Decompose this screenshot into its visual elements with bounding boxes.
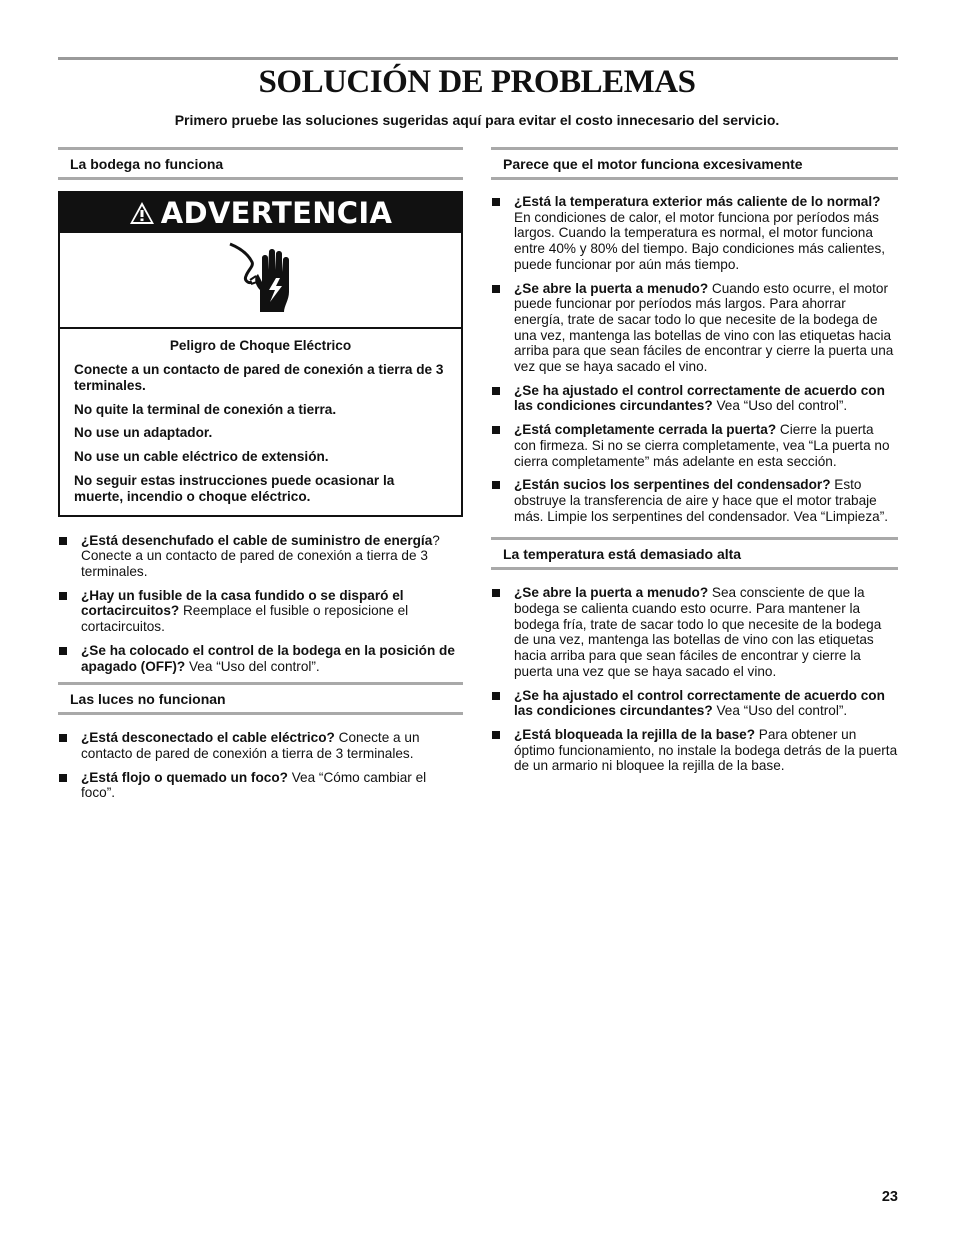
item-question: ¿Se ha colocado el control de la bodega en la posición de apagado (OFF)? xyxy=(81,642,455,674)
item-question: ¿Está flojo o quemado un foco? xyxy=(81,769,288,785)
item-question: ¿Están sucios los serpentines del condensador? xyxy=(514,477,831,493)
warning-body xyxy=(60,329,461,515)
item-question: ¿Está completamente cerrada la puerta? xyxy=(514,422,777,438)
list-item xyxy=(491,194,898,273)
item-answer: Vea “Cómo cambiar el foco”. xyxy=(81,769,427,801)
troubleshoot-list xyxy=(491,194,898,524)
item-question: ¿Está la temperatura exterior más caliente de lo normal? xyxy=(514,194,881,209)
item-answer: ? Conecte a un contacto de pared de conexión a tierra de 3 terminales. xyxy=(81,532,440,579)
list-item xyxy=(491,688,898,719)
list-item xyxy=(58,588,463,635)
warning-line: No seguir estas instrucciones puede ocasionar la muerte, incendio o choque eléctrico. xyxy=(74,472,395,504)
warning-line: Conecte a un contacto de pared de conexión a tierra de 3 terminales. xyxy=(74,362,444,393)
item-answer: Reemplace el fusible o reposicione el cortacircuitos. xyxy=(81,603,409,635)
item-question: ¿Se abre la puerta a menudo? xyxy=(514,280,709,296)
warning-title: Peligro de Choque Eléctrico xyxy=(169,338,352,353)
top-rule xyxy=(58,57,898,60)
item-answer: Vea “Uso del control”. xyxy=(712,398,848,414)
item-answer: Esto obstruye la transferencia de aire y hace que el motor trabaje más. Limpie los serpentines del condensador. Vea “Limpieza”. xyxy=(514,477,889,524)
item-question: ¿Se ha ajustado el control correctamente de acuerdo con las condiciones circundantes? xyxy=(514,382,885,414)
item-question: ¿Se abre la puerta a menudo? xyxy=(514,585,709,601)
list-item xyxy=(58,730,463,761)
warning-line: No use un adaptador. xyxy=(74,425,213,441)
list-item xyxy=(491,727,898,774)
list-item xyxy=(491,383,898,414)
list-item xyxy=(491,585,898,679)
right-column xyxy=(491,147,898,782)
troubleshoot-list xyxy=(58,730,463,801)
page-subtitle: Primero pruebe las soluciones sugeridas aquí para evitar el costo innecesario del servicio. xyxy=(174,112,780,128)
item-question: ¿Se ha ajustado el control correctamente de acuerdo con las condiciones circundantes? xyxy=(514,687,885,719)
item-question: ¿Está desconectado el cable eléctrico? xyxy=(81,730,335,746)
warning-triangle-icon xyxy=(129,201,155,225)
section-heading: La temperatura está demasiado alta xyxy=(491,537,898,570)
page-title: SOLUCIÓN DE PROBLEMAS xyxy=(258,64,696,100)
list-item xyxy=(491,281,898,375)
item-question: ¿Hay un fusible de la casa fundido o se disparó el cortacircuitos? xyxy=(81,587,404,619)
section-heading: La bodega no funciona xyxy=(58,147,463,180)
item-answer: Conecte a un contacto de pared de conexión a tierra de 3 terminales. xyxy=(81,730,420,761)
list-item xyxy=(58,533,463,580)
item-answer: Cuando esto ocurre, el motor puede funcionar por períodos más largos. Para ahorrar energía, trate de sacar todo lo que necesite de la bodega de una vez, mantenga las botellas de vino con las etiquetas hacia arriba para que sean fáciles de encontrar y cierre la puerta una vez que se haya sacado el vino. xyxy=(514,280,894,375)
warning-header-label: ADVERTENCIA xyxy=(160,196,393,230)
item-question: ¿Está desenchufado el cable de suministro de energía xyxy=(81,532,433,548)
list-item xyxy=(491,422,898,469)
warning-icon-row xyxy=(60,233,461,329)
section-heading: Parece que el motor funciona excesivamente xyxy=(491,147,898,180)
troubleshoot-list xyxy=(491,585,898,774)
troubleshoot-list xyxy=(58,533,463,675)
warning-header xyxy=(60,193,461,233)
warning-line: No quite la terminal de conexión a tierra. xyxy=(74,401,337,417)
section-heading: Las luces no funcionan xyxy=(58,682,463,715)
item-answer: Sea consciente de que la bodega se calienta cuando esto ocurre. Para mantener la bodega fría, trate de sacar todo lo que necesite de la bodega de una vez, mantenga las botellas de vino con las etiquetas hacia arriba para que sean fáciles de encontrar y cierre la puerta una vez que se haya sacado el vino. xyxy=(514,585,882,679)
list-item xyxy=(491,477,898,524)
item-answer: Para obtener un óptimo funcionamiento, no instale la bodega detrás de la puerta de un armario ni bloquee la rejilla de la base. xyxy=(514,726,898,774)
item-answer: Vea “Uso del control”. xyxy=(712,703,848,719)
left-column xyxy=(58,147,463,809)
warning-line: No use un cable eléctrico de extensión. xyxy=(74,449,329,465)
electric-shock-hazard-icon xyxy=(226,240,296,321)
list-item xyxy=(58,643,463,674)
page-number: 23 xyxy=(881,1189,898,1205)
warning-box xyxy=(58,191,463,517)
item-answer: Cierre la puerta con firmeza. Si no se cierra completamente, vea “La puerta no cierra completamente” más adelante en esta sección. xyxy=(514,422,890,469)
list-item xyxy=(58,770,463,801)
item-answer: En condiciones de calor, el motor funciona por períodos más largos. Cuando la temperatura es normal, el motor funciona entre 40% y 80% del tiempo. Bajo condiciones más calientes, puede funcionar por aún más tiempo. xyxy=(514,209,886,272)
item-answer: Vea “Uso del control”. xyxy=(185,658,320,674)
item-question: ¿Está bloqueada la rejilla de la base? xyxy=(514,726,755,742)
